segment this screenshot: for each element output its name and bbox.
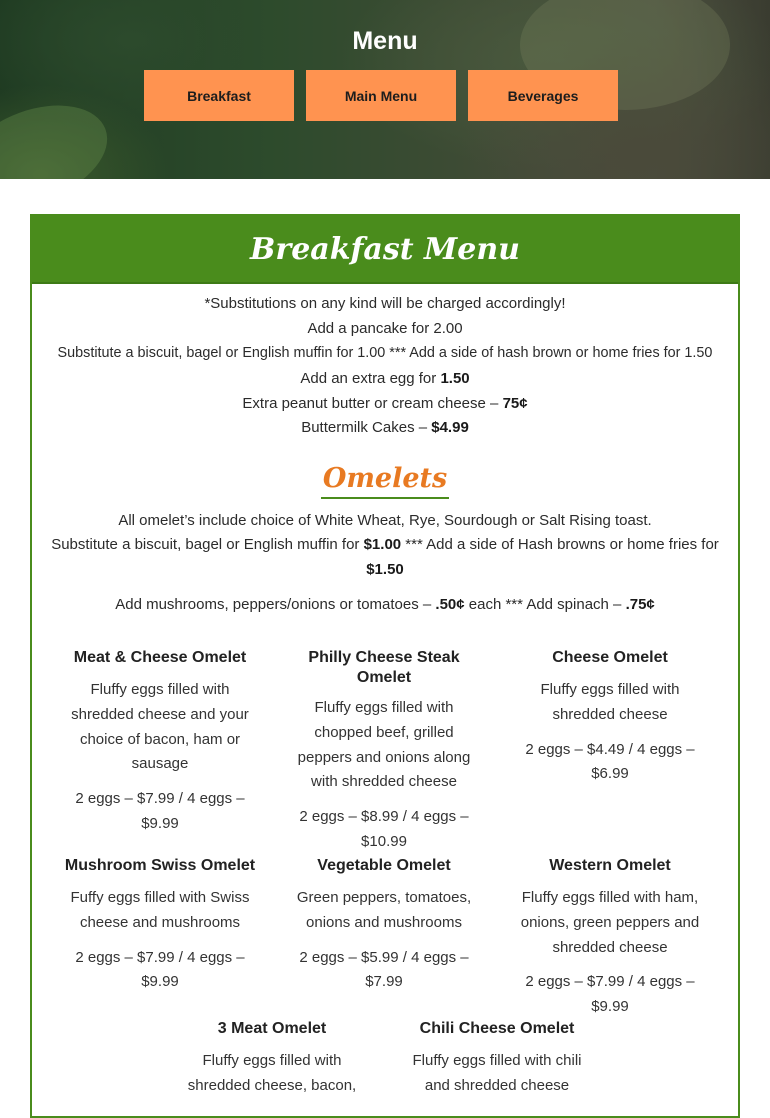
item-description: Fluffy eggs filled with shredded cheese and your choice of bacon, ham or sausage [71, 681, 249, 773]
note-text: Add an extra egg for [300, 370, 441, 387]
item-name: Vegetable Omelet [317, 857, 451, 874]
note-line [32, 320, 738, 337]
menu-item [55, 856, 265, 995]
item-name: Western Omelet [549, 857, 671, 874]
menu-item [289, 856, 479, 995]
addons-text: Add mushrooms, peppers/onions or tomatoes – [115, 596, 436, 613]
note-price: 75¢ [502, 395, 528, 412]
note-line [32, 345, 738, 361]
note-text: Substitute a biscuit, bagel or English muffin for 1.00 *** Add a side of hash brown or home fries for 1.50 [57, 345, 713, 361]
item-price: 2 eggs – $7.99 / 4 eggs – $9.99 [75, 948, 245, 991]
main-menu-button[interactable]: Main Menu [306, 70, 456, 121]
note-price: 1.50 [440, 370, 470, 387]
note-text: Buttermilk Cakes – [301, 419, 432, 436]
card-title: Breakfast Menu [250, 231, 520, 267]
menu-item [515, 648, 705, 787]
note-text: Add a pancake for 2.00 [307, 320, 463, 337]
note-line [32, 370, 738, 387]
spinach-price: .75¢ [625, 596, 655, 613]
item-description: Green peppers, tomatoes, onions and mushrooms [296, 889, 472, 931]
breakfast-button[interactable]: Breakfast [144, 70, 294, 121]
beverages-button[interactable]: Beverages [468, 70, 618, 121]
omelets-substitution-line [32, 536, 738, 553]
item-description: Fluffy eggs filled with chopped beef, grilled peppers and onions along with shredded cheese [297, 699, 471, 791]
side-price-line [32, 561, 738, 578]
item-name: Mushroom Swiss Omelet [64, 857, 256, 874]
side-text: *** Add a side of Hash browns or home fries for [401, 536, 719, 553]
card-header [32, 216, 738, 284]
item-description: Fuffy eggs filled with Swiss cheese and mushrooms [70, 889, 250, 931]
menu-item [289, 648, 479, 855]
substitution-price: $1.00 [363, 536, 402, 553]
omelets-section-title [32, 463, 738, 499]
item-description: Fluffy eggs filled with chili and shredded cheese [412, 1052, 582, 1094]
item-description: Fluffy eggs filled with shredded cheese [540, 681, 680, 723]
item-price: 2 eggs – $7.99 / 4 eggs – $9.99 [75, 790, 245, 832]
omelets-intro: All omelet’s include choice of White Wheat, Rye, Sourdough or Salt Rising toast. [118, 512, 652, 529]
item-name: Meat & Cheese Omelet [73, 649, 247, 666]
item-name: Philly Cheese Steak Omelet [308, 649, 460, 686]
item-description: Fluffy eggs filled with ham, onions, green peppers and shredded cheese [520, 889, 700, 956]
item-description: Fluffy eggs filled with shredded cheese, bacon, [187, 1052, 357, 1094]
breakfast-menu-card [30, 214, 740, 1118]
note-line [32, 395, 738, 412]
hero-banner [0, 0, 770, 179]
menu-item [65, 648, 255, 837]
omelets-heading: Omelets [321, 463, 449, 499]
side-price: $1.50 [366, 561, 404, 578]
item-price: 2 eggs – $5.99 / 4 eggs – $7.99 [299, 948, 469, 991]
substitution-text: Substitute a biscuit, bagel or English muffin for [51, 536, 364, 553]
menu-item [402, 1019, 592, 1099]
omelets-addons-line [32, 596, 738, 613]
note-text: *Substitutions on any kind will be charged accordingly! [204, 295, 566, 312]
menu-item [515, 856, 705, 1020]
item-name: Chili Cheese Omelet [419, 1020, 575, 1037]
addons-price: .50¢ [435, 596, 465, 613]
item-name: Cheese Omelet [552, 649, 668, 666]
item-price: 2 eggs – $8.99 / 4 eggs – $10.99 [299, 808, 469, 850]
page-title: Menu [352, 27, 418, 55]
hero-background-leaf [0, 87, 121, 179]
note-line [32, 295, 738, 312]
item-price: 2 eggs – $4.49 / 4 eggs – $6.99 [525, 740, 695, 783]
note-price: $4.99 [431, 419, 469, 436]
item-price: 2 eggs – $7.99 / 4 eggs – $9.99 [525, 973, 695, 1016]
note-line [32, 419, 738, 436]
item-name: 3 Meat Omelet [217, 1020, 327, 1037]
note-text: Extra peanut butter or cream cheese – [242, 395, 503, 412]
menu-item [177, 1019, 367, 1099]
spinach-text: each *** Add spinach – [464, 596, 626, 613]
